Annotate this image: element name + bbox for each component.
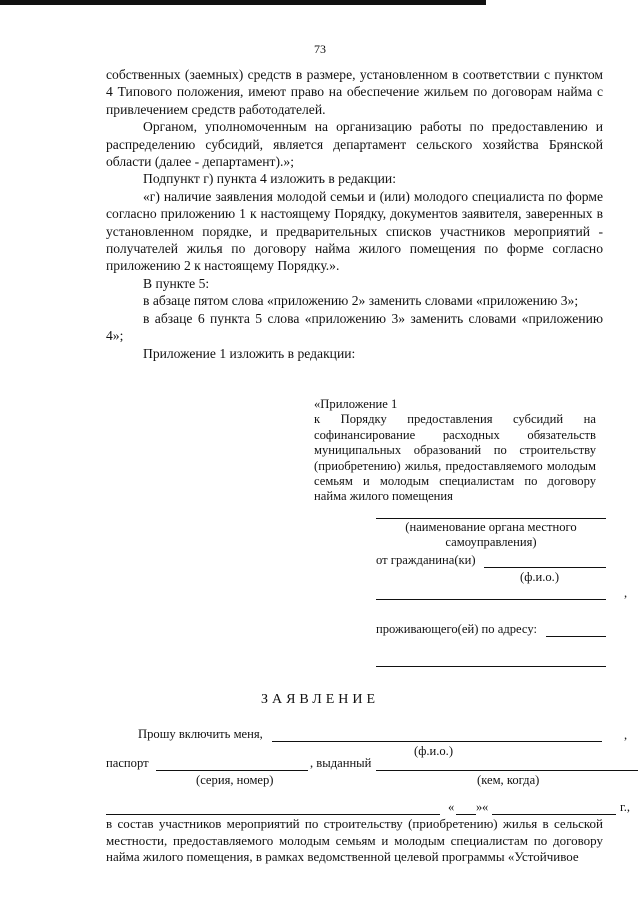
address-line-2 — [376, 666, 606, 667]
paragraph: Подпункт г) пункта 4 изложить в редакции: — [143, 171, 396, 187]
date-open-quote: « — [448, 800, 455, 814]
appendix-header — [314, 397, 596, 505]
citizen-name-line — [376, 599, 606, 600]
request-label: Прошу включить меня, — [138, 727, 263, 741]
passport-number-line — [156, 770, 308, 771]
year-suffix: г., — [620, 800, 631, 814]
address-line — [546, 636, 606, 637]
comma: , — [624, 586, 628, 600]
applicant-name-line — [272, 741, 602, 742]
residing-label: проживающего(ей) по адресу: — [376, 622, 537, 636]
page-number: 73 — [314, 42, 326, 56]
statement-continuation — [106, 816, 603, 866]
day-line — [456, 814, 476, 815]
issued-by-line — [376, 770, 638, 771]
date-open-quote-2: « — [482, 800, 489, 814]
paragraph: в абзаце пятом слова «приложению 2» заменить словами «приложению 3»; — [143, 293, 579, 309]
issued-label: , выданный — [310, 756, 372, 770]
comma: , — [624, 728, 628, 742]
appendix-text: к Порядку предоставления субсидий на софинансирование расходных обязательств муниципальных образований по строительству (приобретению) жилья, предоставляемого молодым семьям и молодым специалистам по договору найма жилого помещения — [314, 412, 596, 504]
appendix-heading: «Приложение 1 — [314, 397, 398, 411]
paragraph: Органом, уполномоченным на организацию работы по предоставлению и распределению субсидий, является департамент сельского хозяйства Брянской области (далее - департамент).»; — [106, 119, 603, 170]
top-border-line — [0, 0, 486, 5]
month-year-line — [492, 814, 616, 815]
statement-title: ЗАЯВЛЕНИЕ — [260, 692, 380, 707]
series-number-caption: (серия, номер) — [196, 773, 274, 787]
document-body — [106, 66, 603, 362]
from-citizen-label: от гражданина(ки) — [376, 553, 476, 567]
by-whom-caption: (кем, когда) — [477, 773, 540, 787]
paragraph: в абзаце 6 пункта 5 слова «приложению 3» заменить словами «приложению 4»; — [106, 310, 603, 344]
paragraph: В пункте 5: — [143, 275, 210, 291]
paragraph: Приложение 1 изложить в редакции: — [143, 345, 356, 361]
org-name-line — [376, 518, 606, 519]
org-name-caption: (наименование органа местного самоуправления) — [405, 520, 577, 549]
from-citizen-line — [484, 567, 606, 568]
paragraph: в состав участников мероприятий по строительству (приобретению) жилья в сельской местности, предоставляемого молодым семьям и молодым специалистам по договору найма жилого помещения, в рамках ведомственной целевой программы «Устойчивое — [106, 816, 603, 865]
paragraph: собственных (заемных) средств в размере, установленном в соответствии с пунктом 4 Типового положения, имеют право на обеспечение жильем по договорам найма с привлечением средств работодателей. — [106, 67, 603, 117]
date-prefix-line — [106, 814, 440, 815]
fio-caption-2: (ф.и.о.) — [414, 744, 454, 758]
paragraph: «г) наличие заявления молодой семьи и (или) молодого специалиста по форме согласно приложению 1 к настоящему Порядку, документов заявителя, заверенных в установленном порядке, и предварительных списков участников мероприятий - получателей жилья по договору найма жилого помещения по форме согласно приложению 2 к настоящему Порядку.». — [106, 188, 603, 274]
passport-label: паспорт — [106, 756, 149, 770]
date-close-quote: » — [476, 800, 483, 814]
fio-caption: (ф.и.о.) — [520, 570, 560, 584]
